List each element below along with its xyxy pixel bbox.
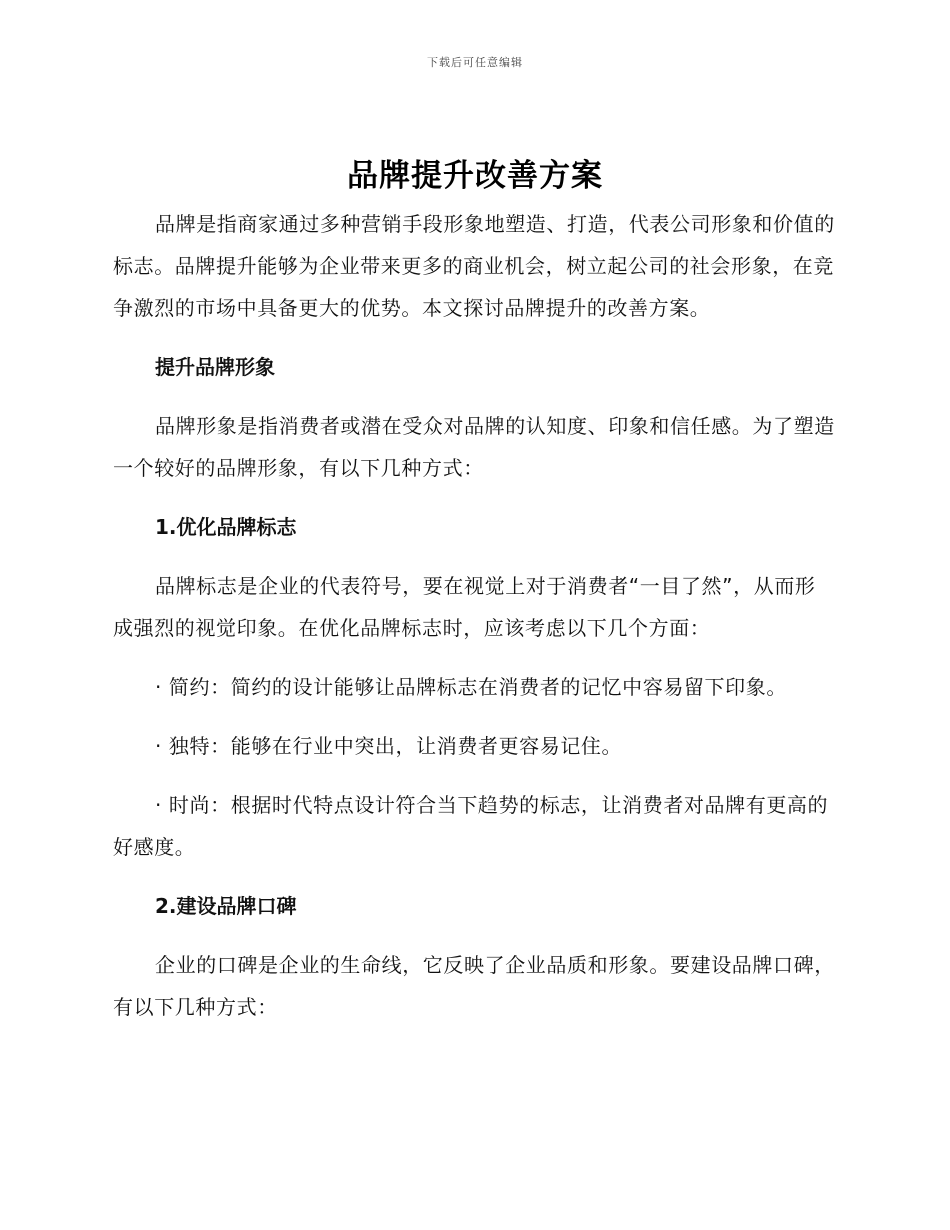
brand-image-paragraph: 品牌形象是指消费者或潜在受众对品牌的认知度、印象和信任感。为了塑造一个较好的品牌形象，有以下几种方式：	[113, 414, 835, 480]
bullet-item-unique: · 独特：能够在行业中突出，让消费者更容易记住。	[155, 734, 623, 758]
document-body	[113, 203, 835, 1028]
bullet-item-simple: · 简约：简约的设计能够让品牌标志在消费者的记忆中容易留下印象。	[155, 675, 787, 699]
bullet-item-fashion: · 时尚：根据时代特点设计符合当下趋势的标志，让消费者对品牌有更高的好感度。	[113, 793, 829, 859]
document-title: 品牌提升改善方案	[347, 158, 603, 194]
subheading-build-reputation: 2.建设品牌口碑	[155, 894, 297, 918]
reputation-paragraph: 企业的口碑是企业的生命线，它反映了企业品质和形象。要建设品牌口碑，有以下几种方式：	[113, 953, 835, 1019]
subheading-optimize-logo: 1.优化品牌标志	[155, 515, 297, 539]
header-note: 下载后可任意编辑	[427, 56, 523, 69]
intro-paragraph: 品牌是指商家通过多种营销手段形象地塑造、打造，代表公司形象和价值的标志。品牌提升能够为企业带来更多的商业机会，树立起公司的社会形象，在竞争激烈的市场中具备更大的优势。本文探讨品牌提升的改善方案。	[113, 212, 835, 320]
section-heading-brand-image: 提升品牌形象	[155, 355, 275, 379]
logo-paragraph: 品牌标志是企业的代表符号，要在视觉上对于消费者“一目了然”，从而形成强烈的视觉印象。在优化品牌标志时，应该考虑以下几个方面：	[113, 574, 816, 640]
